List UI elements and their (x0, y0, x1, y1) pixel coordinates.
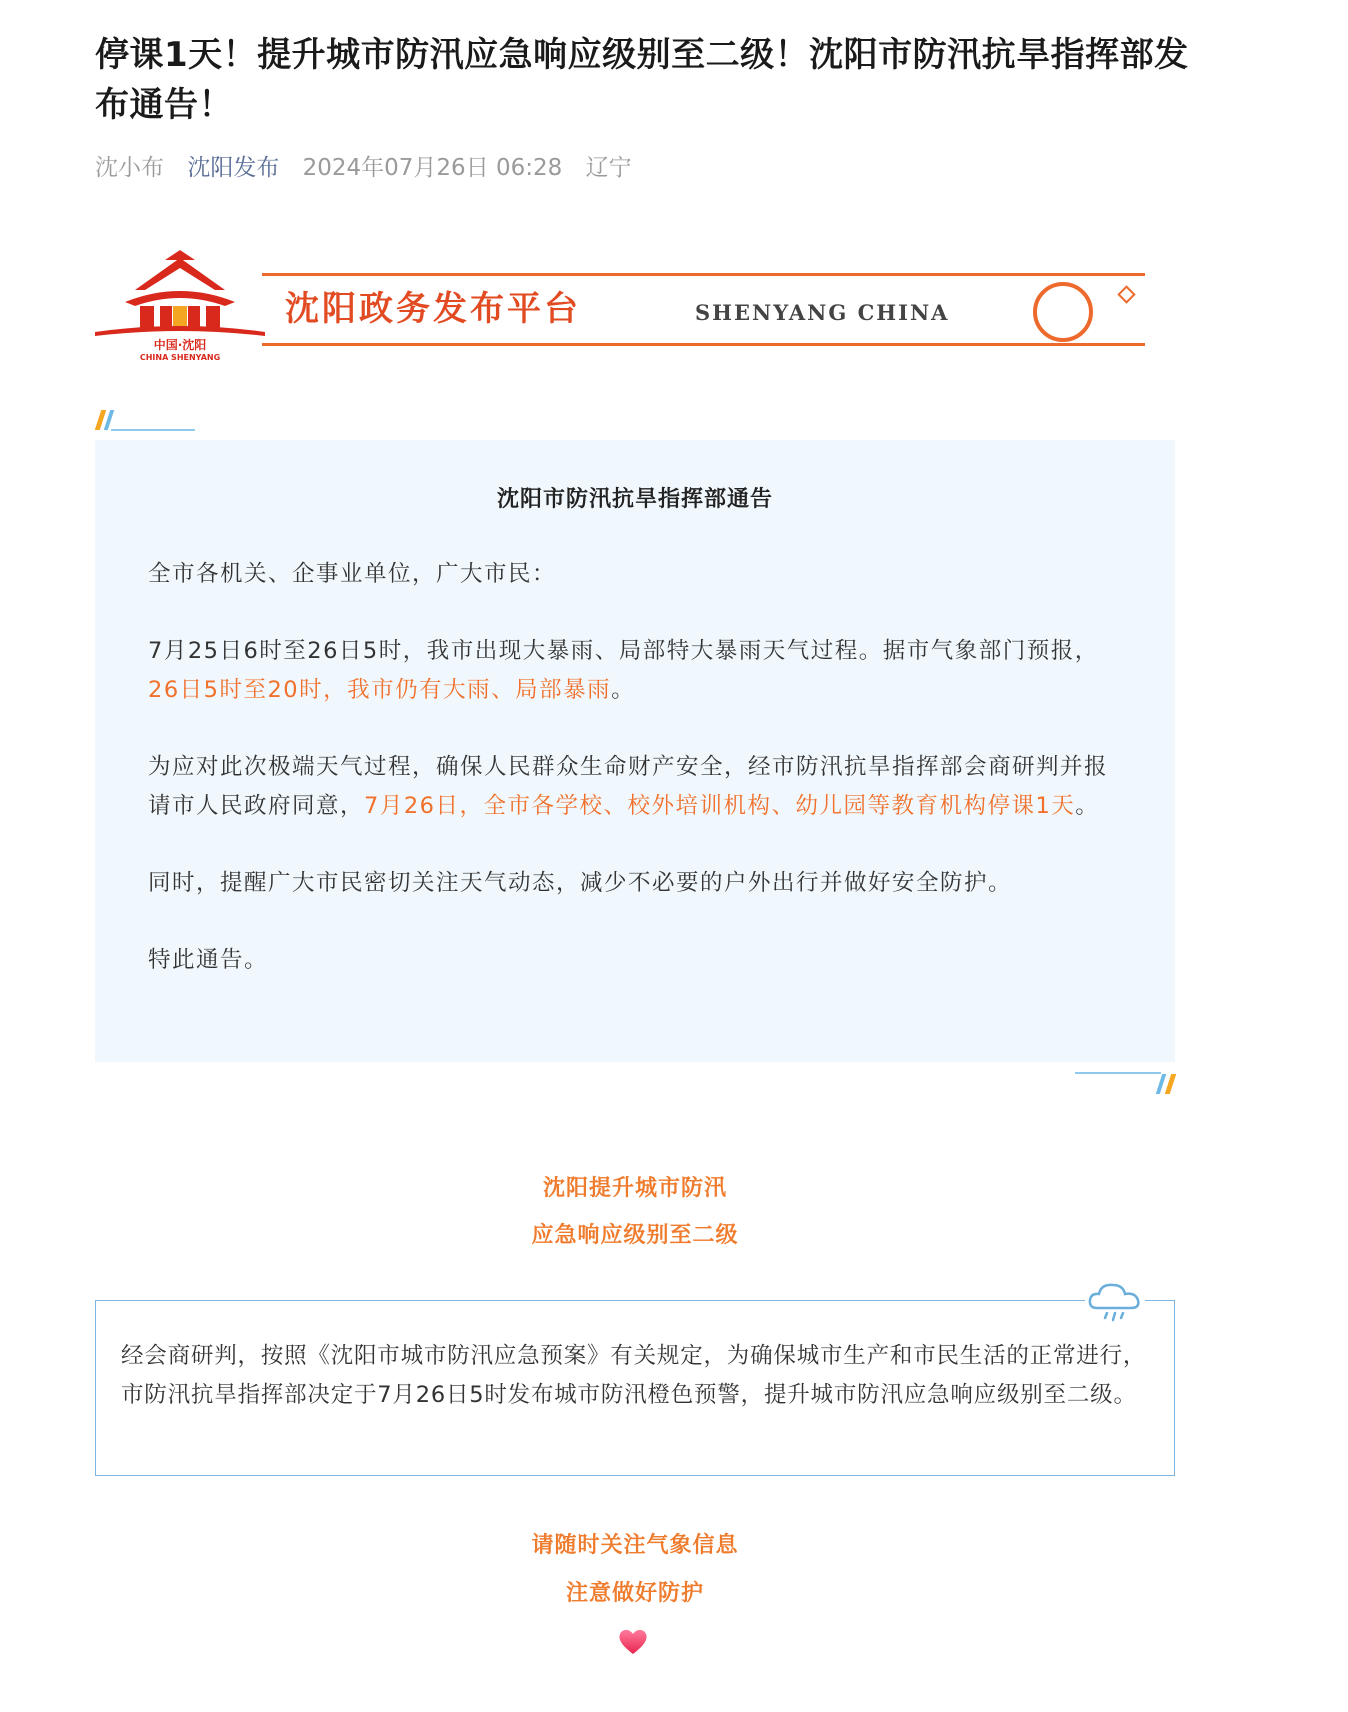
logo-text-cn: 中国·沈阳 (153, 338, 207, 352)
platform-name: 沈阳政务发布平台 (285, 289, 581, 329)
notice-paragraph-2: 为应对此次极端天气过程，确保人民群众生命财产安全，经市防汛抗旱指挥部会商研判并报请市人民政府同意，7月26日，全市各学校、校外培训机构、幼儿园等教育机构停课1天。 (148, 754, 1109, 819)
banner-top-line (262, 273, 1145, 276)
diamond-icon (1117, 285, 1135, 303)
slash-deco-bottom (1075, 1072, 1175, 1096)
notice-heading: 沈阳市防汛抗旱指挥部通告 (496, 487, 773, 512)
logo-text-en: CHINA SHENYANG (139, 353, 221, 362)
notice-closing: 特此通告。 (148, 947, 269, 973)
shenyang-logo (95, 250, 265, 362)
banner-english-name: SHENYANG CHINA (695, 300, 950, 325)
publish-datetime: 2024年07月26日 06:28 (302, 155, 563, 181)
banner (95, 250, 1145, 365)
heart-icon (617, 1626, 649, 1656)
notice-highlight-2: 7月26日，全市各学校、校外培训机构、幼儿园等教育机构停课1天 (364, 793, 1076, 819)
footer-line2: 注意做好防护 (565, 1581, 704, 1606)
section2-heading-line1: 沈阳提升城市防汛 (542, 1176, 727, 1201)
account-link[interactable]: 沈阳发布 (187, 155, 280, 181)
notice-box (95, 440, 1175, 1062)
author-name: 沈小布 (95, 155, 164, 181)
notice-salutation: 全市各机关、企事业单位，广大市民： (148, 561, 557, 587)
ring-icon (1033, 282, 1093, 342)
publish-location: 辽宁 (585, 155, 632, 181)
footer-line1: 请随时关注气象信息 (531, 1533, 739, 1558)
response-level-text: 经会商研判，按照《沈阳市城市防汛应急预案》有关规定，为确保城市生产和市民生活的正常进行，市防汛抗旱指挥部决定于7月26日5时发布城市防汛橙色预警，提升城市防汛应急响应级别至二级。 (121, 1343, 1147, 1408)
notice-paragraph-1: 7月25日6时至26日5时，我市出现大暴雨、局部特大暴雨天气过程。据市气象部门预报，26日5时至20时，我市仍有大雨、局部暴雨。 (148, 638, 1099, 703)
article-title: 停课1天！提升城市防汛应急响应级别至二级！沈阳市防汛抗旱指挥部发布通告！ (95, 35, 1189, 125)
notice-highlight-1: 26日5时至20时，我市仍有大雨、局部暴雨 (148, 677, 612, 703)
notice-paragraph-3: 同时，提醒广大市民密切关注天气动态，减少不必要的户外出行并做好安全防护。 (148, 870, 1013, 896)
section2-heading-line2: 应急响应级别至二级 (531, 1223, 739, 1248)
banner-bottom-line (262, 343, 1145, 346)
slash-deco-top (95, 408, 195, 432)
rain-cloud-icon (1085, 1280, 1145, 1324)
article-meta (95, 150, 648, 186)
response-level-box (95, 1300, 1175, 1476)
